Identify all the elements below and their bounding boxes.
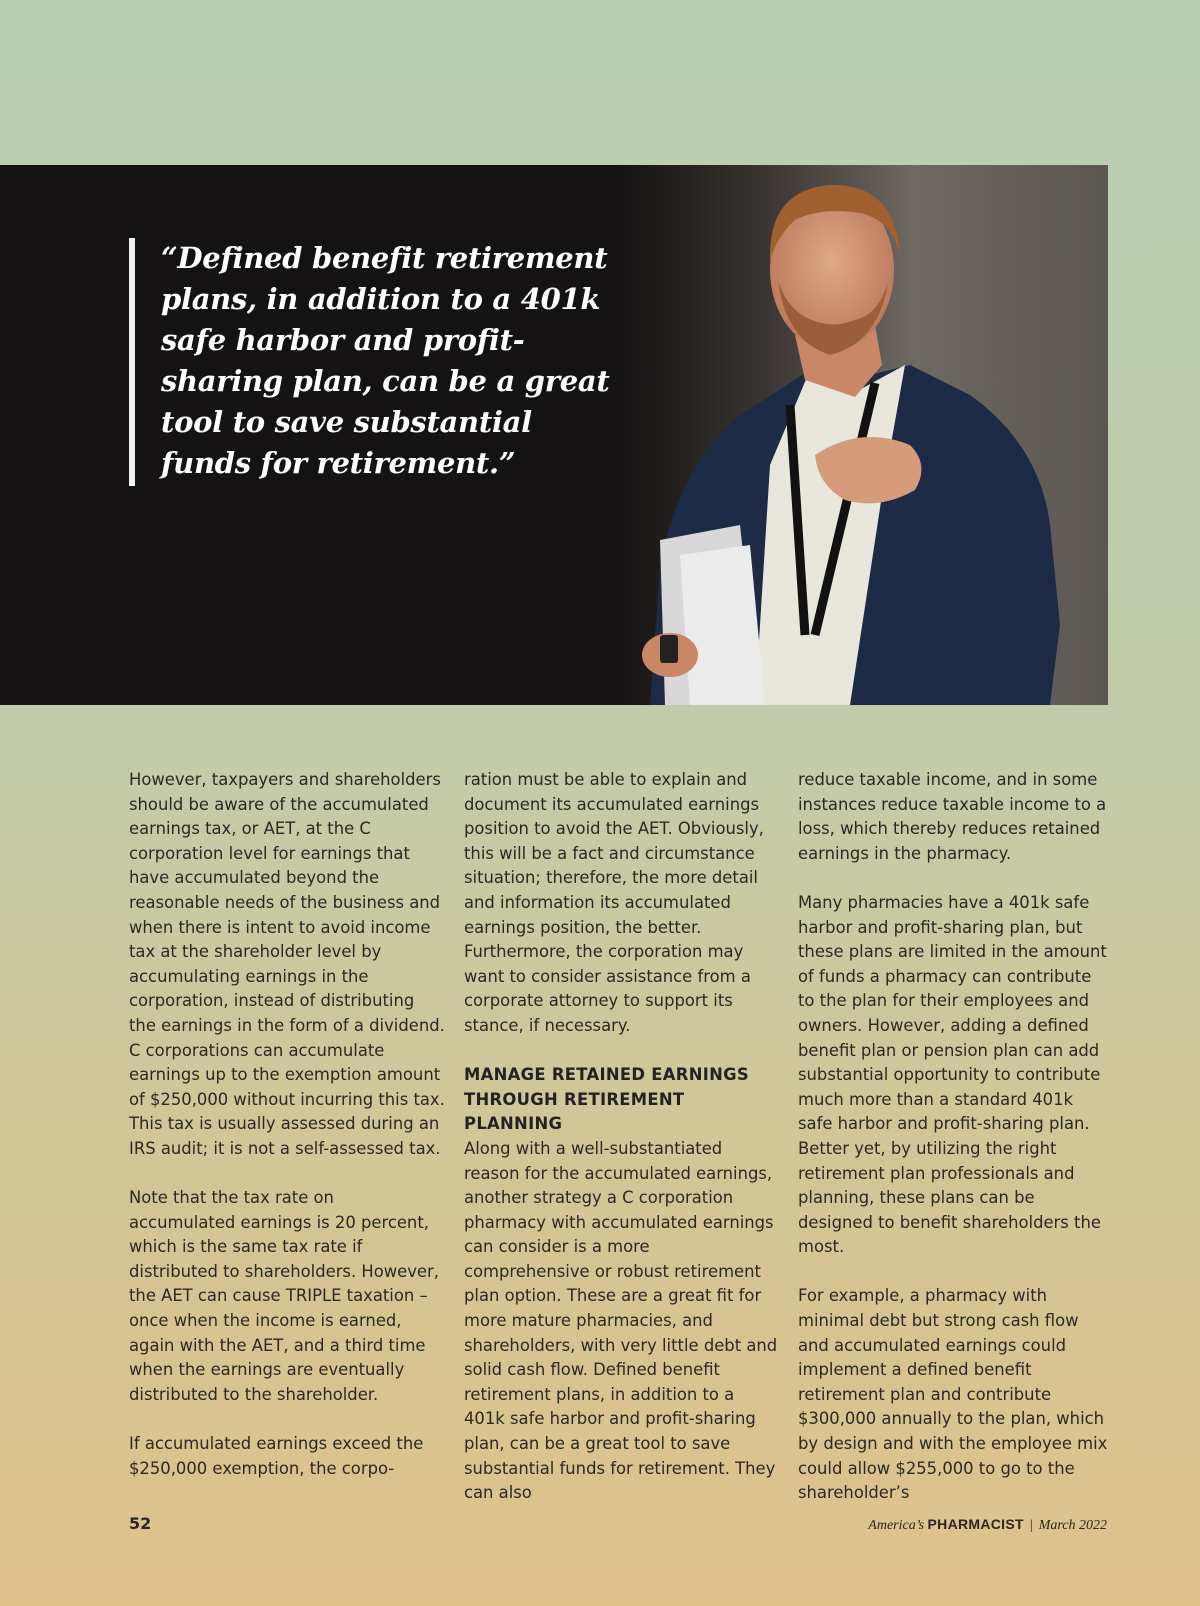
body-paragraph: Note that the tax rate on accumulated earnings is 20 percent, which is the same tax rate if distributed to shareholders. However, the AET can cause TRIPLE taxation – once when the income is earned, again with the AET, and a third time when the earnings are eventually distributed to the shareholder.	[129, 1188, 439, 1404]
section-heading: MANAGE RETAINED EARNINGS THROUGH RETIREMENT PLANNING	[464, 1065, 749, 1134]
page-number: 52	[129, 1514, 152, 1533]
hero-image-block	[0, 165, 1108, 705]
issue-date: March 2022	[1038, 1518, 1107, 1533]
body-paragraph: reduce taxable income, and in some instances reduce taxable income to a loss, which thereby reduces retained earnings in the pharmacy.	[798, 770, 1107, 863]
magazine-name: PHARMACIST	[927, 1516, 1024, 1532]
article-column-2	[464, 768, 780, 1506]
body-paragraph: However, taxpayers and shareholders should be aware of the accumulated earnings tax, or AET, at the C corporation level for earnings that have accumulated beyond the reasonable needs of the business and when there is intent to avoid income tax at the shareholder level by accumulating earnings in the corporation, instead of distributing the earnings in the form of a dividend. C corporations can accumulate earnings up to the exemption amount of $250,000 without incurring this tax. This tax is usually assessed during an IRS audit; it is not a self-assessed tax.	[129, 770, 445, 1158]
speaker-photo	[620, 165, 1108, 705]
body-paragraph: Many pharmacies have a 401k safe harbor and profit-sharing plan, but these plans are limited in the amount of funds a pharmacy can contribute to the plan for their employees and owners. However, adding a defined benefit plan or pension plan can add substantial opportunity to contribute much more than a standard 401k safe harbor and profit-sharing plan. Better yet, by utilizing the right retirement plan professionals and planning, these plans can be designed to benefit shareholders the most.	[798, 892, 1107, 1257]
body-paragraph: ration must be able to explain and document its accumulated earnings position to avoid the AET. Obviously, this will be a fact and circumstance situation; therefore, the more detail and information its accumulated earnings position, the better. Furthermore, the corporation may want to consider assistance from a corporate attorney to support its stance, if necessary.	[464, 770, 764, 1035]
magazine-prefix: America’s	[868, 1518, 925, 1533]
body-paragraph: If accumulated earnings exceed the $250,000 exemption, the corpo-	[129, 1434, 424, 1478]
body-paragraph: For example, a pharmacy with minimal debt but strong cash flow and accumulated earnings could implement a defined benefit retirement plan and contribute $300,000 annually to the plan, which by design and with the employee mix could allow $255,000 to go to the shareholder’s	[798, 1286, 1108, 1503]
pull-quote: “Defined benefit retirement plans, in addition to a 401k safe harbor and profit-sharing plan, can be a great tool to save substantial funds for retirement.”	[161, 241, 610, 480]
article-column-1	[129, 768, 445, 1481]
body-paragraph: Along with a well-substantiated reason for the accumulated earnings, another strategy a C corporation pharmacy with accumulated earnings can consider is a more comprehensive or robust retirement plan option. These are a great fit for more mature pharmacies, and shareholders, with very little debt and solid cash flow. Defined benefit retirement plans, in addition to a 401k safe harbor and profit-sharing plan, can be a great tool to save substantial funds for retirement. They can also	[464, 1138, 778, 1503]
magazine-footer	[868, 1516, 1107, 1534]
article-column-3	[798, 768, 1108, 1506]
footer-separator: |	[1029, 1518, 1033, 1533]
quote-accent-bar	[129, 238, 135, 486]
